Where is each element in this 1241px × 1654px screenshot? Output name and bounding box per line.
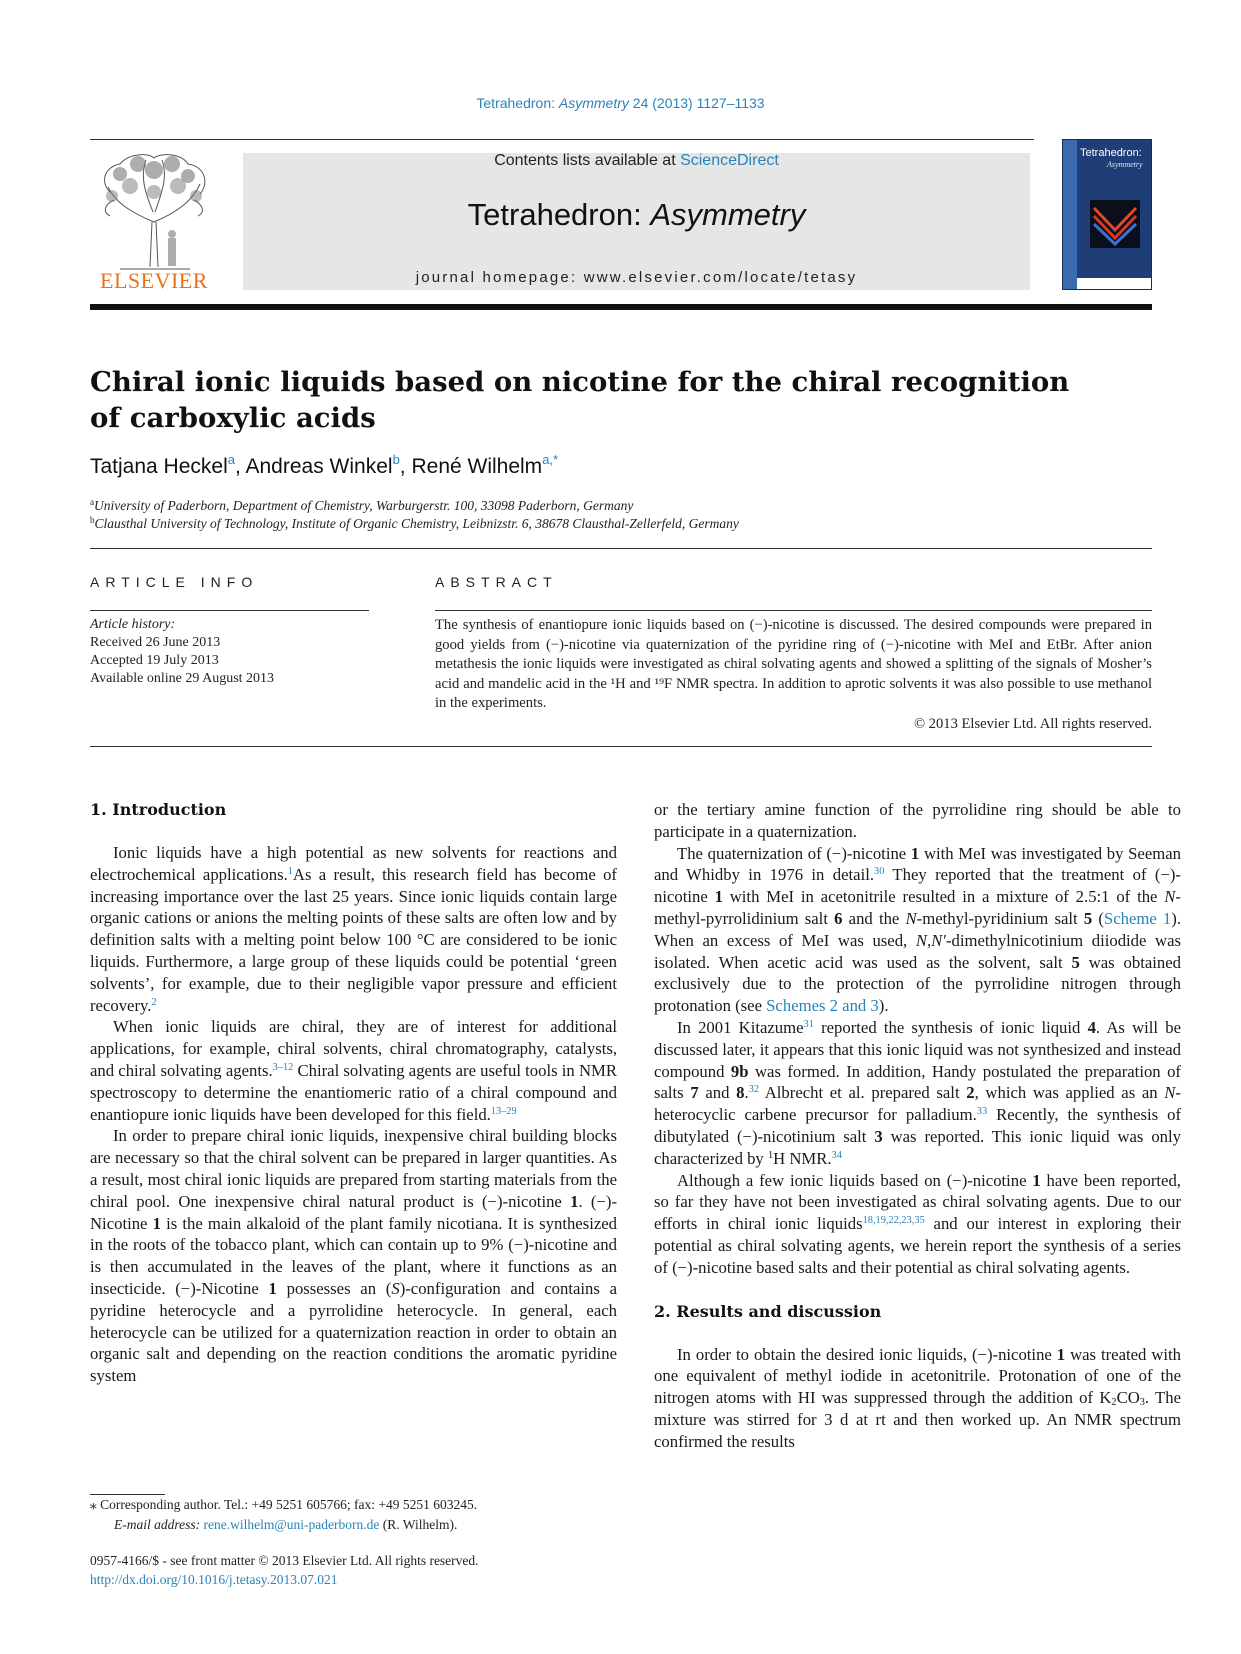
citation-link[interactable]: 32 bbox=[748, 1084, 759, 1096]
abstract-copyright: © 2013 Elsevier Ltd. All rights reserved. bbox=[913, 716, 1152, 732]
section-rule bbox=[90, 746, 1152, 747]
author-list: Tatjana Heckel$^a$, Andreas Winkel$^b$, René Wilhelm$^{a,*}$ bbox=[90, 452, 559, 478]
author-email-link[interactable]: rene.wilhelm@uni-paderborn.de bbox=[203, 1517, 380, 1532]
paragraph: The quaternization of (−)-nicotine 1 with MeI was investigated by Seeman and Whidby in 1976 in detail.$^{30}$ They reported that the treatment of (−)-nicotine 1 with MeI in acetonitrile resulted in a mixture of 2.5:1 of the N-methyl-pyrrolidinium salt 6 and the N-methyl-pyridinium salt 5 (Scheme 1). When an excess of MeI was used, N,N′-dimethylnicotinium diiodide was isolated. When acetic acid was used as the solvent, salt 5 was obtained exclusively due to the protection of the pyrrolidine nitrogen through protonation (see Schemes 2 and 3). bbox=[654, 843, 1182, 1016]
cover-stripe bbox=[1063, 140, 1077, 290]
citation-link[interactable]: 1 bbox=[287, 865, 293, 877]
journal-title: Tetrahedron: Asymmetry bbox=[467, 197, 806, 232]
history-label: Article history: bbox=[90, 617, 176, 632]
citation-link[interactable]: 2 bbox=[151, 996, 157, 1008]
scheme-1-link[interactable]: Scheme 1 bbox=[1103, 908, 1172, 928]
article-info-rule bbox=[90, 610, 369, 611]
paragraph: When ionic liquids are chiral, they are of interest for additional applications, for example, chiral solvents, chiral chromatography, catalysts, and chiral solvating agents.$^{3-12}$ Chiral solvating agents are useful tools in NMR spectroscopy to determine the enantiomeric ratio of a chiral compound and enantiopure ionic liquids have been developed for this field.$^{13-29}$ bbox=[90, 1017, 617, 1124]
paragraph: In order to prepare chiral ionic liquids, inexpensive chiral building blocks are necessary so that the chiral solvent can be prepared in larger quantities. As a result, most chiral ionic liquids are prepared from starting materials from the chiral pool. One inexpensive chiral natural product is (−)-nicotine 1. (−)-Nicotine 1 is the main alkaloid of the plant family nicotiana. It is synthesized in the roots of the tobacco plant, which can contain up to 9% (−)-nicotine and is then accumulated in the leaves of the plant, where it functions as an insecticide. (−)-Nicotine 1 possesses an (S)-configuration and contains a pyridine heterocycle and a pyrrolidine heterocycle. In general, each heterocycle can be utilized for a quaternization reaction in order to obtain an organic salt and depending on the reaction conditions the aromatic pyridine system bbox=[90, 1126, 618, 1386]
sciencedirect-link[interactable]: ScienceDirect bbox=[680, 152, 779, 169]
journal-cover-thumbnail bbox=[1062, 139, 1152, 290]
author-affiliation-mark[interactable]: a,* bbox=[542, 452, 559, 467]
received-date: Received 26 June 2013 bbox=[90, 635, 221, 650]
abstract-heading: ABSTRACT bbox=[435, 574, 558, 590]
citation-link[interactable]: 18,19,22,23,35 bbox=[862, 1214, 925, 1226]
paragraph: In order to obtain the desired ionic liquids, (−)-nicotine 1 was treated with one equivalent of methyl iodide in acetonitrile. Protonation of one of the nitrogen atoms with HI was suppressed through the addition of $K_2CO_3$. The mixture was stirred for 3 d at rt and then worked up. An NMR spectrum confirmed the results bbox=[654, 1344, 1182, 1451]
issn-line: 0957-4166/$ - see front matter © 2013 Elsevier Ltd. All rights reserved. bbox=[90, 1553, 479, 1568]
doi-link[interactable]: http://dx.doi.org/10.1016/j.tetasy.2013.07.021 bbox=[90, 1572, 338, 1587]
author-affiliation-mark[interactable]: b bbox=[392, 452, 400, 467]
cover-footer bbox=[1077, 278, 1152, 290]
journal-reference[interactable]: Tetrahedron: Asymmetry 24 (2013) 1127–1133 bbox=[476, 95, 765, 111]
citation-link[interactable]: 3–12 bbox=[272, 1061, 294, 1073]
body-column-left bbox=[90, 799, 617, 1387]
citation-link[interactable]: 30 bbox=[874, 866, 885, 878]
online-date: Available online 29 August 2013 bbox=[90, 671, 275, 686]
accepted-date: Accepted 19 July 2013 bbox=[90, 653, 219, 668]
citation-link[interactable]: 33 bbox=[976, 1105, 988, 1117]
abstract-rule bbox=[435, 610, 1152, 611]
article-title: Chiral ionic liquids based on nicotine for the chiral recognition of carboxylic acids bbox=[90, 366, 1070, 434]
article-history bbox=[90, 616, 274, 688]
author-name: Tatjana Heckel bbox=[90, 455, 228, 478]
cover-subtitle: Asymmetry bbox=[1107, 160, 1143, 169]
top-rule bbox=[90, 139, 1034, 140]
publication-meta bbox=[90, 1551, 479, 1589]
corresponding-author-footnote: ⁎ Corresponding author. Tel.: +49 5251 605766; fax: +49 5251 603245. E-mail address: rene.wilhelm@uni-paderborn.de (R. Wilhelm). bbox=[90, 1497, 478, 1532]
paragraph: In 2001 Kitazume$^{31}$ reported the synthesis of ionic liquid 4. As will be discussed later, it appears that this ionic liquid was not synthesized and instead compound 9b was formed. In addition, Handy postulated the preparation of salts 7 and 8.32 Albrecht et al. prepared salt 2, which was applied as an N-heterocyclic carbene precursor for palladium.$^{33}$ Recently, the synthesis of dibutylated (−)-nicotinium salt 3 was reported. This ionic liquid was only characterized by $^1$H NMR.$^{34}$ bbox=[654, 1017, 1181, 1168]
author-name: Andreas Winkel bbox=[245, 455, 393, 478]
section-rule bbox=[90, 548, 1152, 549]
schemes-2-3-link[interactable]: Schemes 2 and 3 bbox=[766, 996, 879, 1016]
journal-homepage[interactable]: journal homepage: www.elsevier.com/locate/tetasy bbox=[415, 269, 858, 286]
contents-line: Contents lists available at ScienceDirect bbox=[494, 152, 779, 169]
affiliation-a: $^a$University of Paderborn, Department of Chemistry, Warburgerstr. 100, 33098 Paderborn, Germany bbox=[90, 497, 634, 513]
cover-artwork bbox=[1090, 200, 1140, 248]
paragraph: Although a few ionic liquids based on (−)-nicotine 1 have been reported, so far they have not been investigated as chiral solvating agents. Due to our efforts in chiral ionic liquids$^{18,19,22,23,35}$ and our interest in exploring their potential as chiral solvating agents, we herein report the synthesis of a series of (−)-nicotine based salts and their potential as chiral solvating agents. bbox=[654, 1170, 1181, 1277]
section-heading-introduction: 1. Introduction bbox=[90, 800, 227, 819]
header-thick-rule bbox=[90, 304, 1152, 310]
citation-link[interactable]: 31 bbox=[803, 1018, 814, 1030]
abstract-text: The synthesis of enantiopure ionic liquids based on (−)-nicotine is discussed. The desired compounds were prepared in good yields from (−)-nicotine via quaternization of the pyridine ring of (−)-nicotine with MeI and EtBr. After anion metathesis the ionic liquids were investigated as chiral solvating agents and showed a splitting of the signals of Mosher’s acid and mandelic acid in the ¹H and ¹⁹F NMR spectra. In addition to aprotic solvents it was also possible to use methanol in the experiments. bbox=[435, 617, 1152, 711]
affiliation-b: $^b$Clausthal University of Technology, Institute of Organic Chemistry, Leibnizstr. 6, 38678 Clausthal-Zellerfeld, Germany bbox=[90, 515, 739, 531]
cover-title: Tetrahedron: bbox=[1080, 147, 1142, 159]
citation-link[interactable]: 13–29 bbox=[490, 1105, 517, 1117]
body-column-right bbox=[654, 799, 1181, 1453]
author-name: René Wilhelm bbox=[411, 455, 543, 478]
author-affiliation-mark[interactable]: a bbox=[227, 452, 235, 467]
citation-link[interactable]: 34 bbox=[831, 1149, 842, 1161]
paragraph: or the tertiary amine function of the pyrrolidine ring should be able to participate in a quaternization. bbox=[654, 800, 1181, 841]
article-info-heading: ARTICLE INFO bbox=[90, 574, 259, 590]
paragraph: Ionic liquids have a high potential as new solvents for reactions and electrochemical applications.$^1$As a result, this research field has become of increasing importance over the last 25 years. Since ionic liquids contain large organic cations or anions the melting points of these salts are often low and by definition salts with a melting point below 100 °C are considered to be ionic liquids. Furthermore, a large group of these liquids could be potential ‘green solvents’, for example, due to their negligible vapor pressure and efficient recovery.$^2$ bbox=[90, 843, 617, 1015]
elsevier-wordmark: ELSEVIER bbox=[100, 268, 208, 293]
section-heading-results: 2. Results and discussion bbox=[654, 1301, 882, 1321]
